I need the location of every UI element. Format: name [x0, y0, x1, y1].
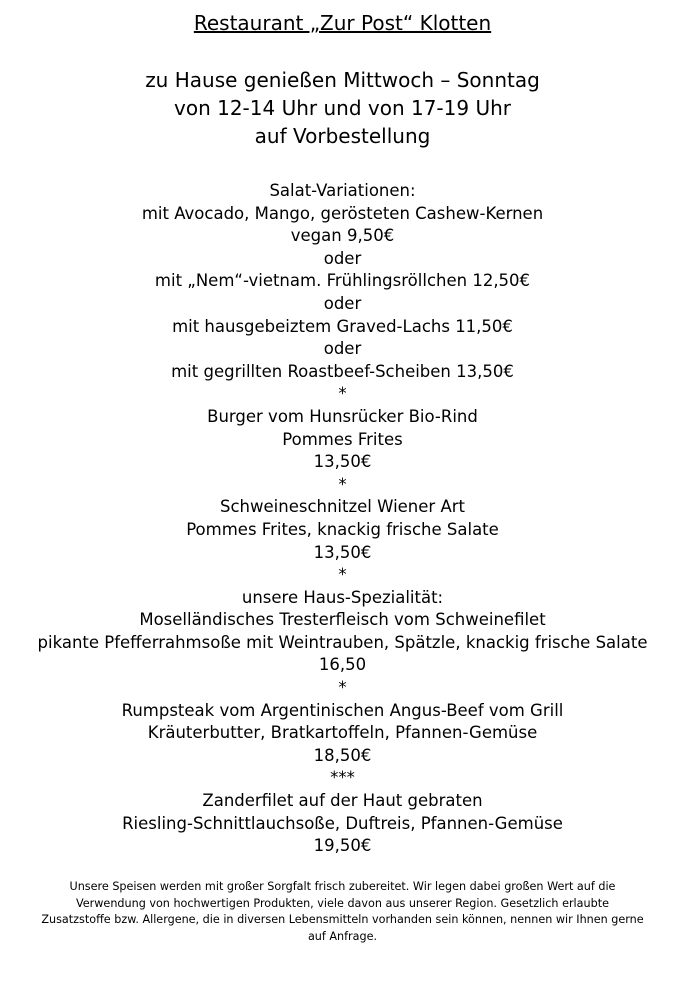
dish-price: 13,50€	[313, 452, 372, 472]
dish-name: Schweineschnitzel Wiener Art	[220, 497, 465, 517]
dish-side: Riesling-Schnittlauchsoße, Duftreis, Pfannen-Gemüse	[122, 813, 563, 833]
dish-intro: unsere Haus-Spezialität:	[241, 587, 444, 607]
menu-item-burger	[0, 406, 685, 474]
menu-item-schnitzel	[0, 496, 685, 564]
salat-option-avocado: mit Avocado, Mango, gerösteten Cashew-Kernen	[141, 203, 544, 223]
dish-name: Zanderfilet auf der Haut gebraten	[202, 791, 483, 811]
dish-price: 13,50€	[313, 542, 372, 562]
hours-line-preorder: auf Vorbestellung	[254, 124, 431, 148]
menu-item-zander	[0, 790, 685, 858]
dish-name: Rumpsteak vom Argentinischen Angus-Beef vom Grill	[121, 700, 564, 720]
dish-price: 18,50€	[313, 745, 372, 765]
dish-side: Pommes Frites	[282, 429, 403, 449]
dish-side: Pommes Frites, knackig frische Salate	[186, 519, 499, 539]
menu-item-special	[0, 587, 685, 677]
menu-list	[0, 180, 685, 858]
salat-option-roastbeef: mit gegrillten Roastbeef-Scheiben 13,50€	[171, 361, 514, 381]
page-title: Restaurant „Zur Post“ Klotten	[193, 11, 492, 35]
footer-note: Unsere Speisen werden mit großer Sorgfalt frisch zubereitet. Wir legen dabei großen Wert auf die Verwendung von hochwertigen Produkten, viele davon aus unserer Region. Gesetzlich erlaubte Zusatzstoffe bzw. Allergene, die in diversen Lebensmitteln vorhanden sein können, nennen wir Ihnen gerne auf Anfrage.	[41, 880, 644, 943]
triple-star-separator: ***	[330, 768, 355, 788]
opening-hours	[0, 66, 685, 150]
salat-heading: Salat-Variationen:	[269, 181, 416, 200]
or-separator: oder	[323, 293, 362, 313]
menu-item-rumpsteak	[0, 700, 685, 768]
salat-option-nem: mit „Nem“-vietnam. Frühlingsröllchen 12,50€	[154, 271, 531, 291]
hours-line-times: von 12-14 Uhr und von 17-19 Uhr	[174, 96, 511, 120]
dish-side: pikante Pfefferrahmsoße mit Weintrauben, Spätzle, knackig frische Salate	[37, 632, 648, 652]
dish-side: Kräuterbutter, Bratkartoffeln, Pfannen-Gemüse	[147, 723, 538, 743]
dish-name: Moselländisches Tresterfleisch vom Schweinefilet	[139, 610, 546, 630]
star-separator: *	[338, 474, 347, 494]
dish-price: 16,50	[318, 655, 367, 675]
dish-name: Burger vom Hunsrücker Bio-Rind	[207, 406, 478, 426]
star-separator: *	[338, 565, 347, 585]
or-separator: oder	[323, 339, 362, 359]
hours-line-days: zu Hause genießen Mittwoch – Sonntag	[145, 68, 540, 92]
or-separator: oder	[323, 248, 362, 268]
menu-item-salat	[0, 180, 685, 383]
salat-option-lachs: mit hausgebeiztem Graved-Lachs 11,50€	[172, 316, 513, 336]
star-separator: *	[338, 678, 347, 698]
dish-price: 19,50€	[313, 836, 372, 856]
star-separator: *	[338, 384, 347, 404]
salat-option-avocado-price: vegan 9,50€	[290, 226, 395, 246]
